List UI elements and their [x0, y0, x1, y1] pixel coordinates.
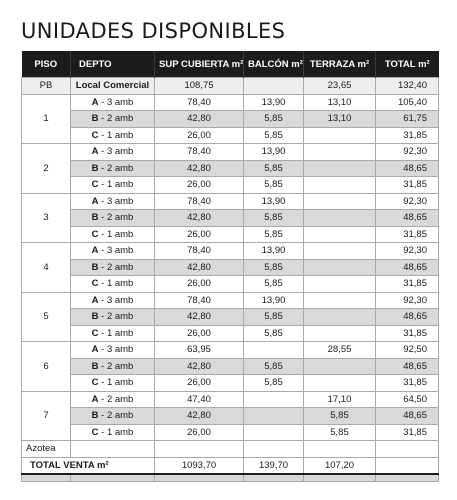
cropped-cell	[376, 474, 439, 482]
terraza-cell: 5,85	[304, 424, 376, 441]
table-row	[22, 292, 439, 309]
cropped-cell	[244, 474, 304, 482]
total-cell: 48,65	[376, 408, 439, 425]
depto-cell	[71, 177, 155, 194]
unit-letter: C	[91, 129, 99, 141]
table-row	[22, 276, 439, 293]
sup-cell: 63,95	[155, 342, 244, 359]
table-row	[22, 144, 439, 161]
total-total-cell	[376, 457, 439, 474]
sup-cell: 26,00	[155, 127, 244, 144]
header-total: TOTAL m²	[376, 51, 439, 78]
units-table	[21, 51, 439, 482]
total-sup-cell: 1093,70	[155, 457, 244, 474]
balcon-cell: 5,85	[244, 160, 304, 177]
total-cell: 48,65	[376, 358, 439, 375]
depto-cell	[71, 408, 155, 425]
table-row	[22, 226, 439, 243]
balcon-cell: 13,90	[244, 292, 304, 309]
table-row	[22, 127, 439, 144]
cropped-cell	[155, 474, 244, 482]
unit-description: - 2 amb	[98, 261, 134, 273]
table-row	[22, 325, 439, 342]
total-cell: 31,85	[376, 424, 439, 441]
terraza-cell	[304, 243, 376, 260]
sup-cell: 26,00	[155, 276, 244, 293]
sup-cell: 78,40	[155, 193, 244, 210]
page-title: UNIDADES DISPONIBLES	[21, 19, 286, 43]
total-cell: 92,30	[376, 292, 439, 309]
table-row	[22, 243, 439, 260]
table-row	[22, 160, 439, 177]
unit-letter: A	[91, 195, 99, 207]
cropped-cell	[22, 474, 71, 482]
unit-letter: B	[91, 410, 99, 422]
sup-cell: 78,40	[155, 292, 244, 309]
total-cell: 92,30	[376, 193, 439, 210]
depto-cell	[71, 358, 155, 375]
balcon-cell: 5,85	[244, 309, 304, 326]
balcon-cell: 5,85	[244, 210, 304, 227]
unit-letter: B	[91, 360, 99, 372]
piso-cell: PB	[22, 78, 71, 95]
total-cell: 92,50	[376, 342, 439, 359]
terraza-cell	[304, 177, 376, 194]
total-cell: 31,85	[376, 375, 439, 392]
terraza-cell	[304, 325, 376, 342]
sup-cell: 26,00	[155, 325, 244, 342]
balcon-cell: 5,85	[244, 127, 304, 144]
terraza-cell	[304, 210, 376, 227]
table-row	[22, 342, 439, 359]
terraza-cell	[304, 193, 376, 210]
table-row	[22, 94, 439, 111]
terraza-cell	[304, 259, 376, 276]
balcon-cell	[244, 78, 304, 95]
terraza-cell	[304, 292, 376, 309]
total-cell: 61,75	[376, 111, 439, 128]
depto-cell	[71, 276, 155, 293]
balcon-cell	[244, 441, 304, 458]
unit-description: - 3 amb	[98, 146, 134, 158]
total-cell: 31,85	[376, 177, 439, 194]
unit-letter: C	[91, 426, 99, 438]
unit-letter: B	[91, 311, 99, 323]
sup-cell: 78,40	[155, 94, 244, 111]
header-piso: PISO	[22, 51, 71, 78]
sup-cell: 26,00	[155, 424, 244, 441]
table-row-total	[22, 457, 439, 474]
terraza-cell	[304, 276, 376, 293]
total-cell: 31,85	[376, 127, 439, 144]
unit-description: - 2 amb	[98, 410, 134, 422]
total-cell: 64,50	[376, 391, 439, 408]
balcon-cell: 13,90	[244, 193, 304, 210]
total-balcon-cell: 139,70	[244, 457, 304, 474]
terraza-cell	[304, 358, 376, 375]
balcon-cell	[244, 424, 304, 441]
balcon-cell: 5,85	[244, 325, 304, 342]
header-terraza: TERRAZA m²	[304, 51, 376, 78]
piso-cell: 2	[22, 144, 71, 194]
unit-letter: A	[91, 146, 99, 158]
balcon-cell: 13,90	[244, 144, 304, 161]
table-row	[22, 408, 439, 425]
unit-letter: B	[91, 113, 99, 125]
table-row-pb	[22, 78, 439, 95]
terraza-cell: 5,85	[304, 408, 376, 425]
balcon-cell: 5,85	[244, 358, 304, 375]
depto-cell	[71, 391, 155, 408]
table-row	[22, 177, 439, 194]
unit-description: - 1 amb	[98, 228, 134, 240]
terraza-cell	[304, 144, 376, 161]
header-sup-cubierta: SUP CUBIERTA m²	[155, 51, 244, 78]
sup-cell: 42,80	[155, 160, 244, 177]
total-venta-label: TOTAL VENTA m²	[22, 457, 155, 474]
terraza-cell: 13,10	[304, 94, 376, 111]
balcon-cell: 13,90	[244, 94, 304, 111]
unit-description: - 2 amb	[98, 311, 134, 323]
piso-cell: 5	[22, 292, 71, 342]
unit-letter: A	[91, 344, 99, 356]
balcon-cell: 5,85	[244, 177, 304, 194]
table-row	[22, 375, 439, 392]
piso-cell: 4	[22, 243, 71, 293]
table-header	[22, 51, 439, 78]
balcon-cell: 5,85	[244, 111, 304, 128]
unit-description: - 2 amb	[98, 113, 134, 125]
terraza-cell: 23,65	[304, 78, 376, 95]
total-cell: 48,65	[376, 309, 439, 326]
unit-letter: A	[91, 393, 99, 405]
unit-description: - 1 amb	[98, 377, 134, 389]
table-row	[22, 210, 439, 227]
unit-description: - 2 amb	[98, 162, 134, 174]
total-cell: 31,85	[376, 226, 439, 243]
depto-cell	[71, 94, 155, 111]
unit-description: - 1 amb	[98, 278, 134, 290]
sup-cell: 42,80	[155, 259, 244, 276]
unit-description: - 2 amb	[98, 212, 134, 224]
balcon-cell: 5,85	[244, 259, 304, 276]
unit-letter: B	[91, 261, 99, 273]
depto-cell	[71, 226, 155, 243]
unit-letter: C	[91, 327, 99, 339]
depto-cell	[71, 111, 155, 128]
terraza-cell: 28,55	[304, 342, 376, 359]
depto-cell	[71, 325, 155, 342]
header-balcon: BALCÓN m²	[244, 51, 304, 78]
unit-letter: C	[91, 377, 99, 389]
sup-cell: 26,00	[155, 226, 244, 243]
sup-cell: 26,00	[155, 177, 244, 194]
cropped-cell	[304, 474, 376, 482]
table-row	[22, 391, 439, 408]
depto-cell	[71, 160, 155, 177]
depto-cell	[71, 193, 155, 210]
sup-cell: 42,80	[155, 358, 244, 375]
sup-cell: 42,80	[155, 210, 244, 227]
sup-cell: 42,80	[155, 408, 244, 425]
table-row-cropped	[22, 474, 439, 482]
depto-cell	[71, 259, 155, 276]
depto-cell	[71, 127, 155, 144]
piso-cell: 1	[22, 94, 71, 144]
unit-description: - 2 amb	[98, 360, 134, 372]
sup-cell: 47,40	[155, 391, 244, 408]
total-terraza-cell: 107,20	[304, 457, 376, 474]
header-depto: DEPTO	[71, 51, 155, 78]
unit-letter: B	[91, 162, 99, 174]
balcon-cell: 5,85	[244, 226, 304, 243]
unit-description: - 1 amb	[98, 426, 134, 438]
depto-cell: Local Comercial	[71, 78, 155, 95]
unit-description: - 3 amb	[98, 294, 134, 306]
unit-letter: B	[91, 212, 99, 224]
table-row	[22, 358, 439, 375]
depto-cell	[71, 243, 155, 260]
total-cell: 48,65	[376, 259, 439, 276]
depto-cell	[71, 144, 155, 161]
total-cell: 31,85	[376, 325, 439, 342]
unit-letter: C	[91, 228, 99, 240]
total-cell: 48,65	[376, 160, 439, 177]
table-row	[22, 111, 439, 128]
table-row	[22, 309, 439, 326]
unit-description: - 3 amb	[98, 195, 134, 207]
balcon-cell	[244, 342, 304, 359]
cropped-cell	[71, 474, 155, 482]
unit-description: - 3 amb	[98, 96, 134, 108]
unit-letter: A	[91, 96, 99, 108]
depto-cell	[71, 342, 155, 359]
total-cell: 132,40	[376, 78, 439, 95]
piso-cell: 3	[22, 193, 71, 243]
total-cell: 92,30	[376, 144, 439, 161]
total-cell	[376, 441, 439, 458]
table-row	[22, 193, 439, 210]
unit-description: - 1 amb	[98, 327, 134, 339]
terraza-cell	[304, 127, 376, 144]
depto-cell	[71, 441, 155, 458]
total-cell: 48,65	[376, 210, 439, 227]
table-row-azotea	[22, 441, 439, 458]
table-body	[22, 78, 439, 482]
unit-description: - 1 amb	[98, 179, 134, 191]
total-cell: 31,85	[376, 276, 439, 293]
balcon-cell: 5,85	[244, 276, 304, 293]
unit-description: - 2 amb	[98, 393, 134, 405]
sup-cell: 26,00	[155, 375, 244, 392]
unit-letter: C	[91, 278, 99, 290]
depto-cell	[71, 424, 155, 441]
unit-description: - 3 amb	[98, 245, 134, 257]
depto-cell	[71, 292, 155, 309]
depto-cell	[71, 210, 155, 227]
terraza-cell	[304, 375, 376, 392]
terraza-cell: 13,10	[304, 111, 376, 128]
piso-cell: 6	[22, 342, 71, 392]
sup-cell: 78,40	[155, 243, 244, 260]
balcon-cell	[244, 391, 304, 408]
terraza-cell	[304, 160, 376, 177]
unit-letter: A	[91, 294, 99, 306]
piso-cell: Azotea	[22, 441, 71, 458]
terraza-cell: 17,10	[304, 391, 376, 408]
table-row	[22, 424, 439, 441]
unit-letter: A	[91, 245, 99, 257]
sup-cell: 78,40	[155, 144, 244, 161]
total-cell: 92,30	[376, 243, 439, 260]
unit-description: - 1 amb	[98, 129, 134, 141]
depto-cell	[71, 309, 155, 326]
terraza-cell	[304, 226, 376, 243]
sup-cell	[155, 441, 244, 458]
terraza-cell	[304, 441, 376, 458]
table-row	[22, 259, 439, 276]
sup-cell: 108,75	[155, 78, 244, 95]
unit-description: - 3 amb	[98, 344, 134, 356]
balcon-cell	[244, 408, 304, 425]
depto-cell	[71, 375, 155, 392]
unit-letter: C	[91, 179, 99, 191]
balcon-cell: 5,85	[244, 375, 304, 392]
terraza-cell	[304, 309, 376, 326]
sup-cell: 42,80	[155, 309, 244, 326]
balcon-cell: 13,90	[244, 243, 304, 260]
total-cell: 105,40	[376, 94, 439, 111]
sup-cell: 42,80	[155, 111, 244, 128]
piso-cell: 7	[22, 391, 71, 441]
